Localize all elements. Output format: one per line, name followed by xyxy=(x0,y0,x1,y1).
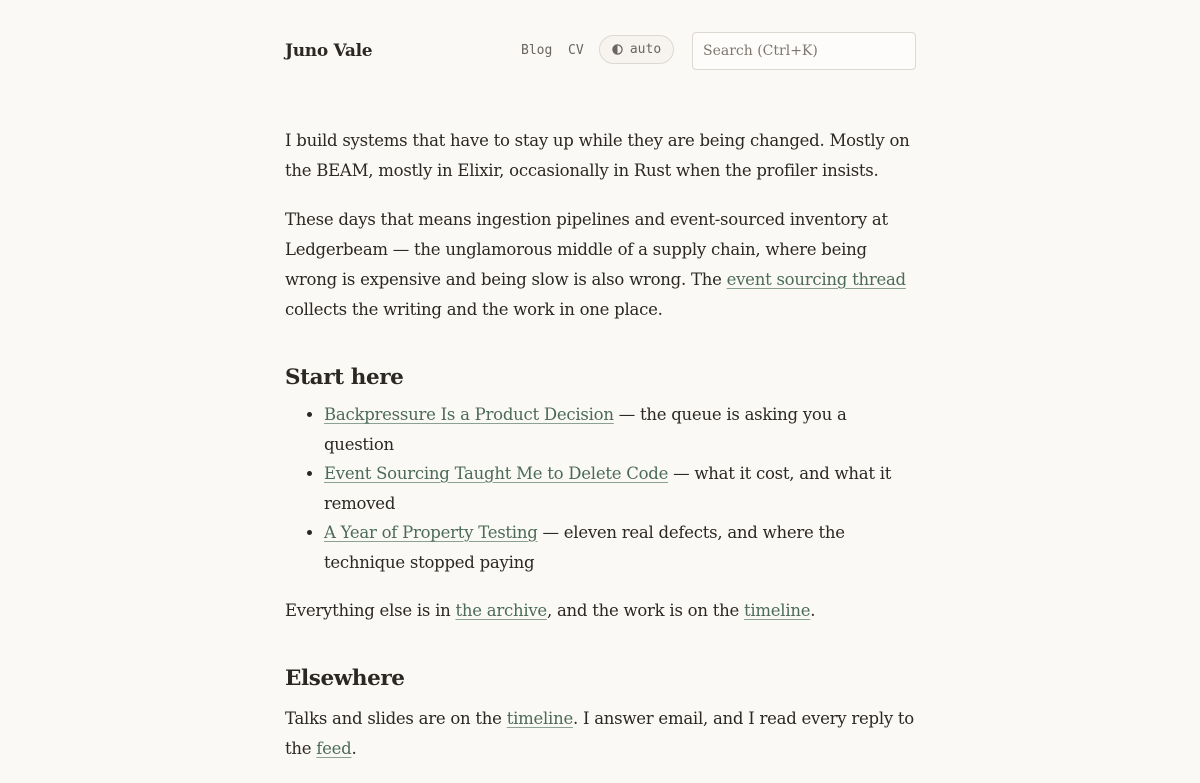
main-content xyxy=(285,126,916,783)
elsewhere-text-middle: . I answer email, and I read every reply to the xyxy=(285,709,914,758)
elsewhere-text-start: Talks and slides are on the xyxy=(285,709,507,728)
intro-paragraph-2 xyxy=(285,205,916,325)
start-here-heading: Start here xyxy=(285,365,404,390)
timeline-link[interactable]: timeline xyxy=(743,601,811,620)
theme-toggle-label: auto xyxy=(629,42,662,57)
elsewhere-paragraph xyxy=(285,704,916,764)
archive-link[interactable]: the archive xyxy=(455,601,547,620)
intro-paragraph-1: I build systems that have to stay up while they are being changed. Mostly on the BEAM, mostly in Elixir, occasionally in Rust when the profiler insists. xyxy=(285,131,910,180)
feed-link[interactable]: feed xyxy=(316,739,352,758)
elsewhere-text-end: . xyxy=(351,739,357,758)
intro-paragraph-2-text-start: These days that means ingestion pipelines and event-sourced inventory at Ledgerbeam — the unglamorous middle of a supply chain, where being wrong is expensive and being slow is also wrong. The xyxy=(285,210,888,289)
archive-paragraph xyxy=(285,596,916,626)
start-here-list xyxy=(285,400,916,577)
search-input[interactable] xyxy=(692,32,916,70)
site-header xyxy=(285,32,916,70)
nav-cv-link[interactable]: CV xyxy=(568,43,584,58)
list-item-description: — the queue is asking you a question xyxy=(324,405,847,454)
list-item xyxy=(324,459,916,518)
elsewhere-timeline-link[interactable]: timeline xyxy=(506,709,573,728)
list-item-description: — eleven real defects, and where the technique stopped paying xyxy=(324,523,845,572)
list-item xyxy=(324,400,916,459)
nav-blog-link[interactable]: Blog xyxy=(521,43,553,58)
archive-text-middle: , and the work is on the xyxy=(546,601,744,620)
intro-paragraph-2-text-end: collects the writing and the work in one place. xyxy=(285,300,663,319)
list-item xyxy=(324,518,916,577)
archive-text-end: . xyxy=(810,601,816,620)
property-testing-post-link[interactable]: A Year of Property Testing xyxy=(324,523,538,542)
archive-text-start: Everything else is in xyxy=(285,601,456,620)
list-item-description: — what it cost, and what it removed xyxy=(324,464,892,513)
event-sourcing-thread-link[interactable]: event sourcing thread xyxy=(726,270,906,289)
contrast-icon xyxy=(612,44,623,55)
elsewhere-heading: Elsewhere xyxy=(285,666,405,691)
theme-toggle-button[interactable] xyxy=(599,35,674,64)
site-title[interactable]: Juno Vale xyxy=(285,41,373,61)
event-sourcing-post-link[interactable]: Event Sourcing Taught Me to Delete Code xyxy=(324,464,669,483)
backpressure-post-link[interactable]: Backpressure Is a Product Decision xyxy=(324,405,614,424)
